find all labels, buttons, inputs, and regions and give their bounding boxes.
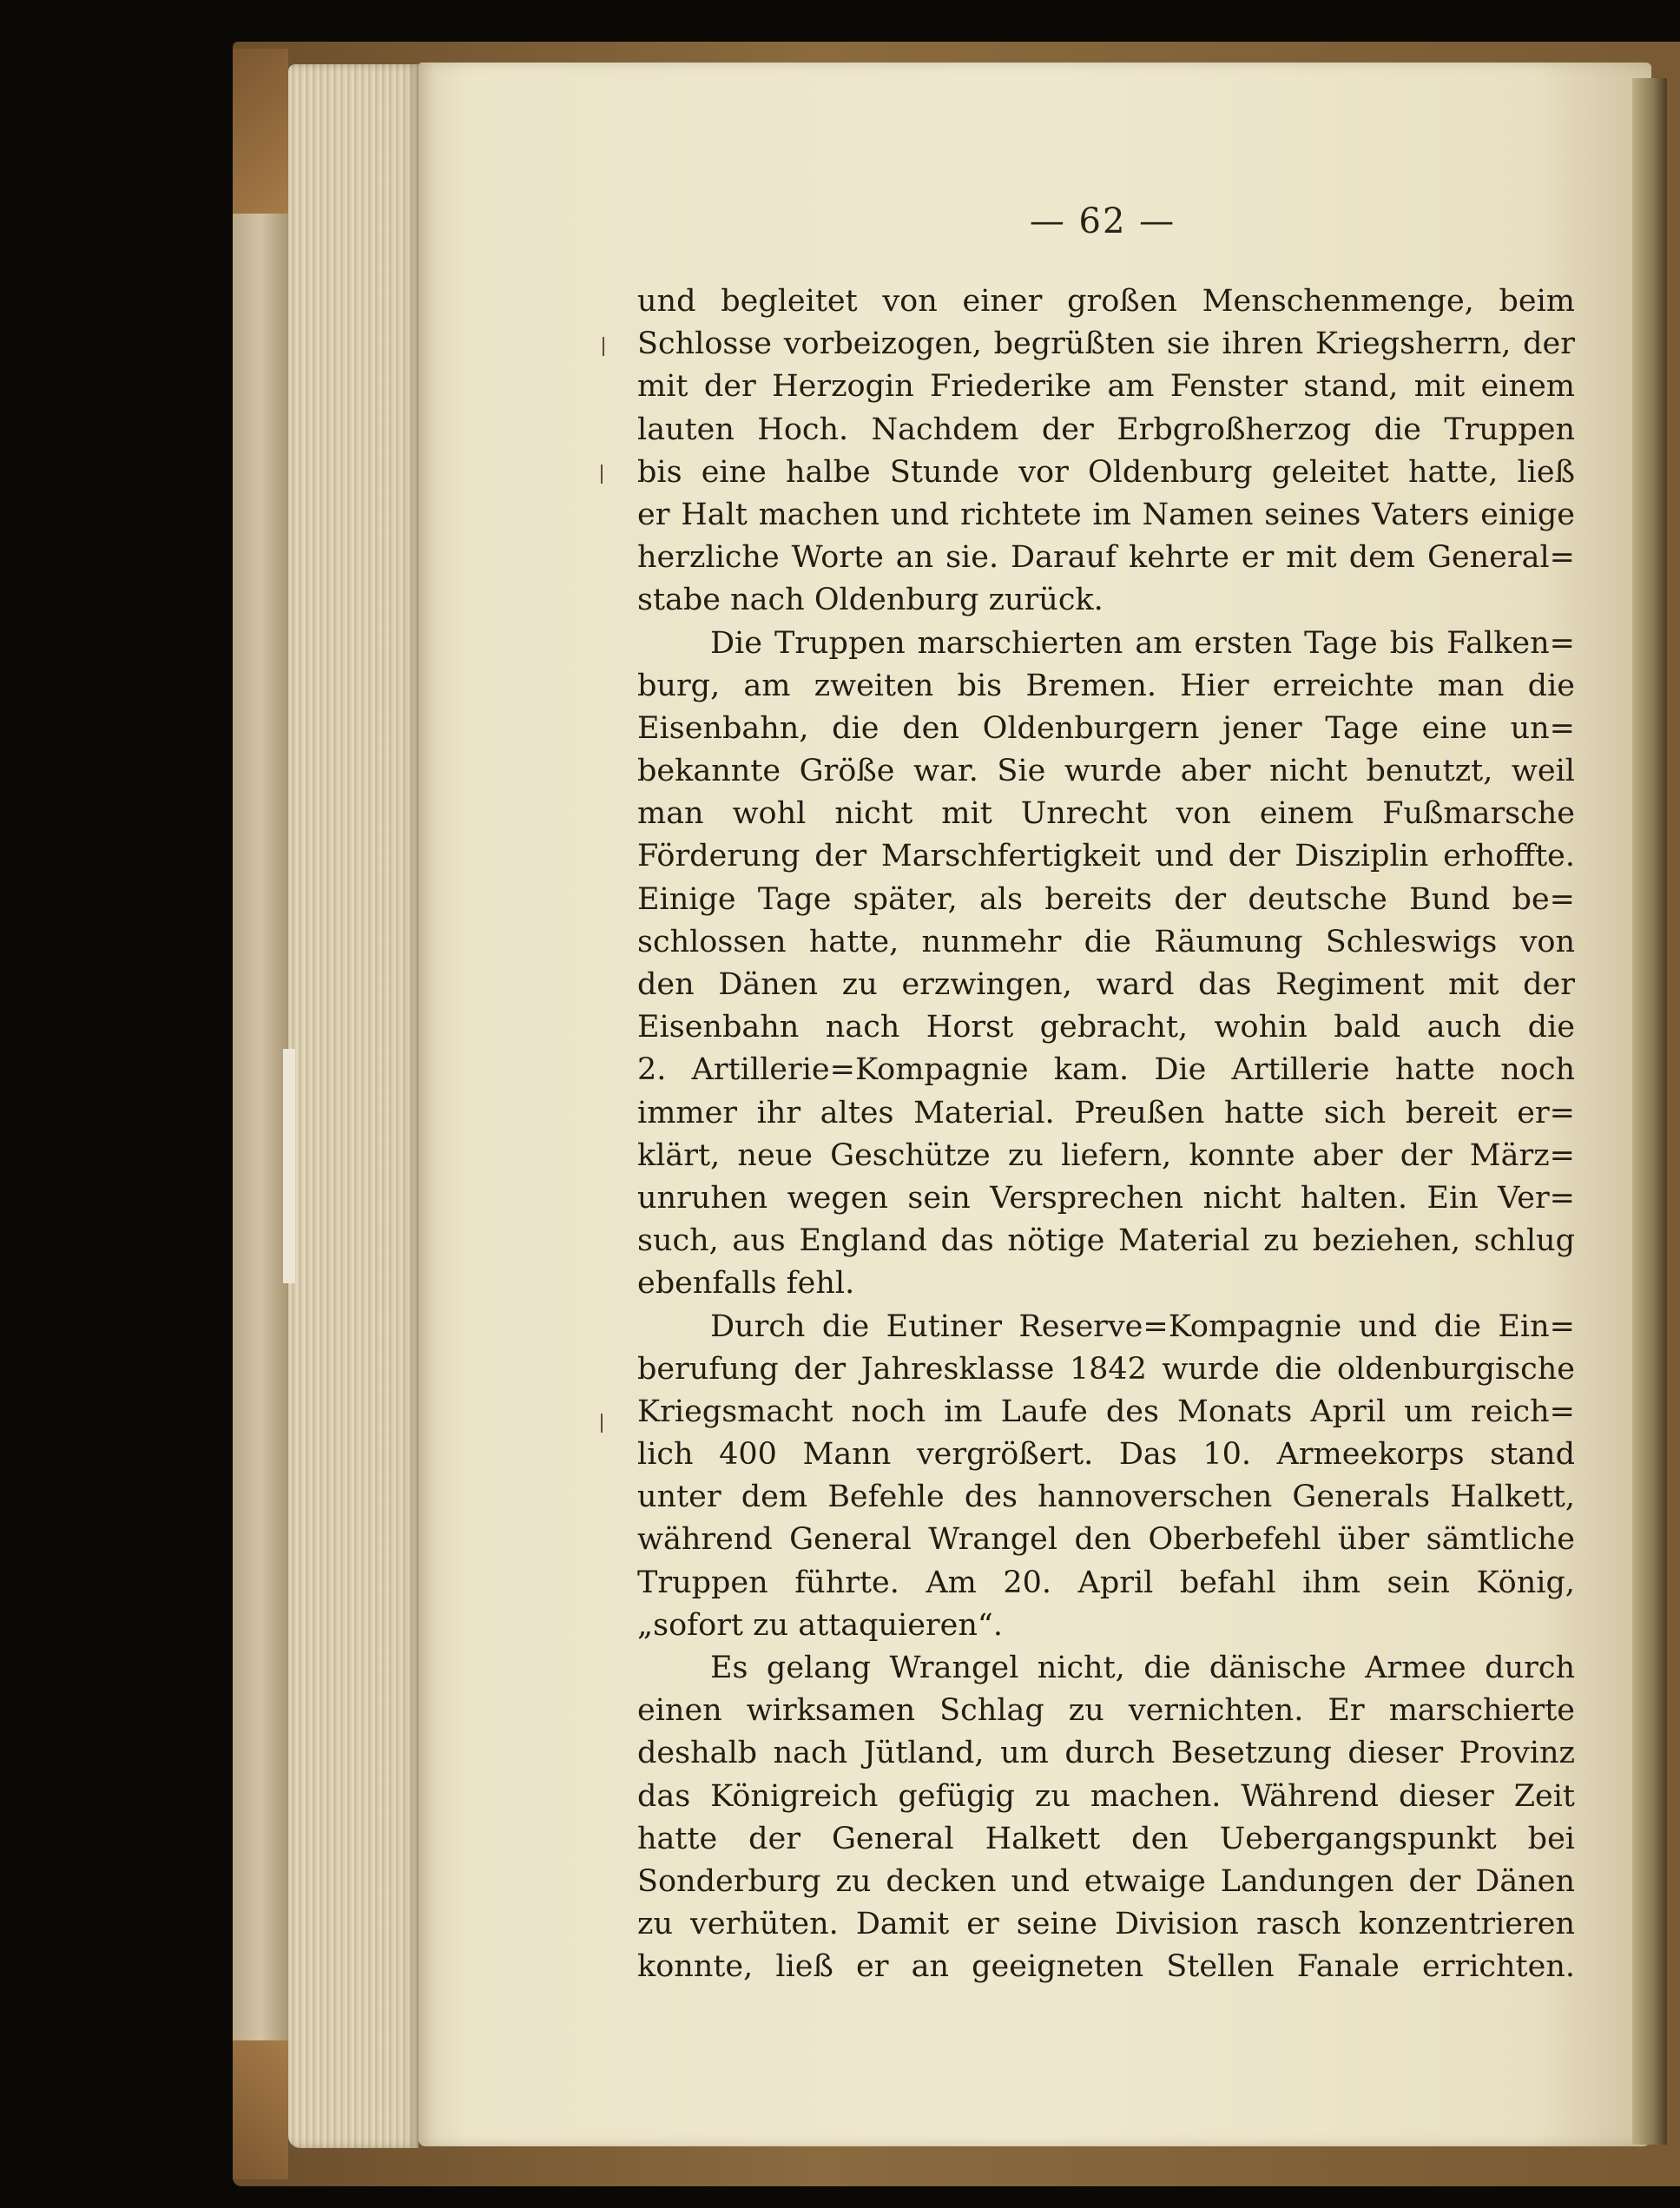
page-number: — 62 — [1029,201,1176,241]
cover-corner-top [233,49,288,214]
text-line: Die Truppen marschierten am ersten Tage bis Falken= [710,625,1575,661]
text-line: Durch die Eutiner Reserve=Kompagnie und die Ein= [710,1308,1575,1344]
text-line: Truppen führte. Am 20. April befahl ihm sein König, [637,1565,1575,1600]
text-line: Es gelang Wrangel nicht, die dänische Armee durch [710,1651,1575,1685]
text-line: herzliche Worte an sie. Darauf kehrte er mit dem General= [637,540,1575,576]
page-edges [288,64,418,2148]
text-line: such, aus England das nötige Material zu beziehen, schlug [637,1223,1575,1259]
text-line: lauten Hoch. Nachdem der Erbgroßherzog die Truppen [637,412,1575,447]
text-line: immer ihr altes Material. Preußen hatte sich bereit er= [637,1095,1575,1130]
text-line: burg, am zweiten bis Bremen. Hier erreichte man die [637,668,1575,703]
text-line: einen wirksamen Schlag zu vernichten. Er marschierte [637,1693,1575,1729]
book-spine-edge [233,52,288,2171]
body-text [637,280,1575,1989]
text-line: Sonderburg zu decken und etwaige Landungen der Dänen [637,1863,1575,1899]
margin-mark [601,465,603,484]
text-line: berufung der Jahresklasse 1842 wurde die oldenburgische [637,1351,1575,1387]
text-line: klärt, neue Geschütze zu liefern, konnte aber der März= [637,1137,1575,1173]
bookmark-slip [283,1049,295,1283]
text-line: ebenfalls fehl. [637,1266,855,1302]
text-line: und begleitet von einer großen Menschenmenge, beim [637,284,1575,319]
text-line: den Dänen zu erzwingen, ward das Regiment mit der [637,967,1575,1002]
margin-mark [601,1414,603,1433]
text-line: während General Wrangel den Oberbefehl über sämtliche [637,1522,1575,1558]
text-line: 2. Artillerie=Kompagnie kam. Die Artillerie hatte noch [637,1052,1575,1088]
text-line: schlossen hatte, nunmehr die Räumung Schleswigs von [637,924,1575,959]
text-line: „sofort zu attaquieren“. [637,1607,1003,1643]
text-line: Förderung der Marschfertigkeit und der Disziplin erhoffte. [637,839,1575,874]
text-line: man wohl nicht mit Unrecht von einem Fußmarsche [637,796,1575,832]
text-line: bekannte Größe war. Sie wurde aber nicht benutzt, weil [637,754,1575,789]
text-line: bis eine halbe Stunde vor Oldenburg geleitet hatte, ließ [637,454,1575,490]
text-line: hatte der General Halkett den Uebergangspunkt bei [637,1821,1575,1856]
cover-corner-bottom [233,2040,288,2179]
page-gutter [1632,78,1667,2145]
margin-mark [603,337,604,356]
text-line: Einige Tage später, als bereits der deutsche Bund be= [637,881,1575,917]
text-line: mit der Herzogin Friederike am Fenster stand, mit einem [637,369,1575,405]
text-line: unter dem Befehle des hannoverschen Generals Halkett, [637,1480,1575,1515]
text-line: konnte, ließ er an geeigneten Stellen Fanale errichten. [637,1949,1575,1985]
text-line: Eisenbahn, die den Oldenburgern jener Tage eine un= [637,710,1575,746]
text-line: er Halt machen und richtete im Namen seines Vaters einige [637,497,1575,532]
text-line: unruhen wegen sein Versprechen nicht halten. Ein Ver= [637,1180,1575,1216]
text-line: Schlosse vorbeizogen, begrüßten sie ihren Kriegsherrn, der [637,326,1575,362]
text-line: stabe nach Oldenburg zurück. [637,583,1104,618]
text-line: deshalb nach Jütland, um durch Besetzung dieser Provinz [637,1736,1575,1771]
text-line: lich 400 Mann vergrößert. Das 10. Armeekorps stand [637,1437,1575,1473]
text-line: Eisenbahn nach Horst gebracht, wohin bald auch die [637,1010,1575,1045]
text-line: das Königreich gefügig zu machen. Während dieser Zeit [637,1778,1575,1814]
text-line: zu verhüten. Damit er seine Division rasch konzentrieren [637,1907,1575,1942]
text-line: Kriegsmacht noch im Laufe des Monats April um reich= [637,1394,1575,1429]
